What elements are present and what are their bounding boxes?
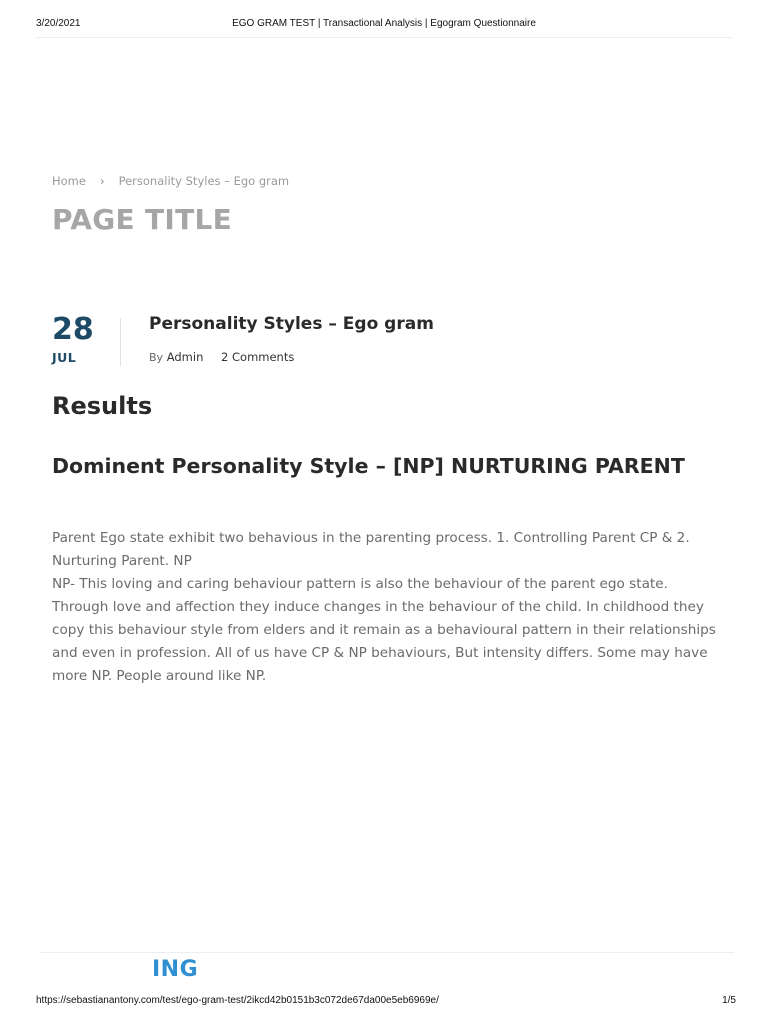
- post-title[interactable]: Personality Styles – Ego gram: [149, 314, 434, 334]
- breadcrumb: [52, 174, 289, 188]
- post-by-label: By: [149, 351, 164, 364]
- page-title: PAGE TITLE: [52, 203, 233, 236]
- personality-style-heading: Dominent Personality Style – [NP] NURTURING PARENT: [52, 454, 685, 478]
- print-document-title: EGO GRAM TEST | Transactional Analysis | Egogram Questionnaire: [232, 18, 536, 29]
- post-date: [52, 312, 112, 365]
- print-url: https://sebastianantony.com/test/ego-gram-test/2ikcd42b0151b3c072de67da00e5eb6969e/: [36, 995, 439, 1006]
- post-meta: [149, 350, 294, 364]
- footer-divider: [40, 952, 734, 953]
- breadcrumb-home-link[interactable]: Home: [52, 174, 86, 188]
- print-footer: [0, 995, 768, 1009]
- header-divider: [36, 37, 732, 38]
- breadcrumb-separator-icon: ›: [99, 174, 105, 188]
- post-date-month: JUL: [52, 350, 77, 365]
- results-heading: Results: [52, 392, 153, 420]
- post-comments-link[interactable]: 2 Comments: [221, 350, 295, 364]
- print-page-number: 1/5: [722, 995, 736, 1006]
- post-date-day: 28: [52, 312, 94, 347]
- date-divider: [120, 318, 121, 366]
- result-description: [52, 527, 716, 688]
- result-paragraph-1: Parent Ego state exhibit two behavious in the parenting process. 1. Controlling Parent CP & 2. Nurturing Parent. NP: [52, 530, 690, 569]
- breadcrumb-current: Personality Styles – Ego gram: [118, 174, 290, 188]
- result-paragraph-2: NP- This loving and caring behaviour pattern is also the behaviour of the parent ego state. Through love and affection they induce changes in the behaviour of the child. In childhood they copy this behaviour style from elders and it remain as a behavioural pattern in their relationships and even in profession. All of us have CP & NP behaviours, But intensity differs. Some may have more NP. People around like NP.: [52, 576, 716, 684]
- print-header: [0, 0, 768, 36]
- site-logo[interactable]: ING: [152, 957, 199, 982]
- print-date: 3/20/2021: [36, 18, 81, 29]
- post-author-link[interactable]: Admin: [166, 350, 204, 364]
